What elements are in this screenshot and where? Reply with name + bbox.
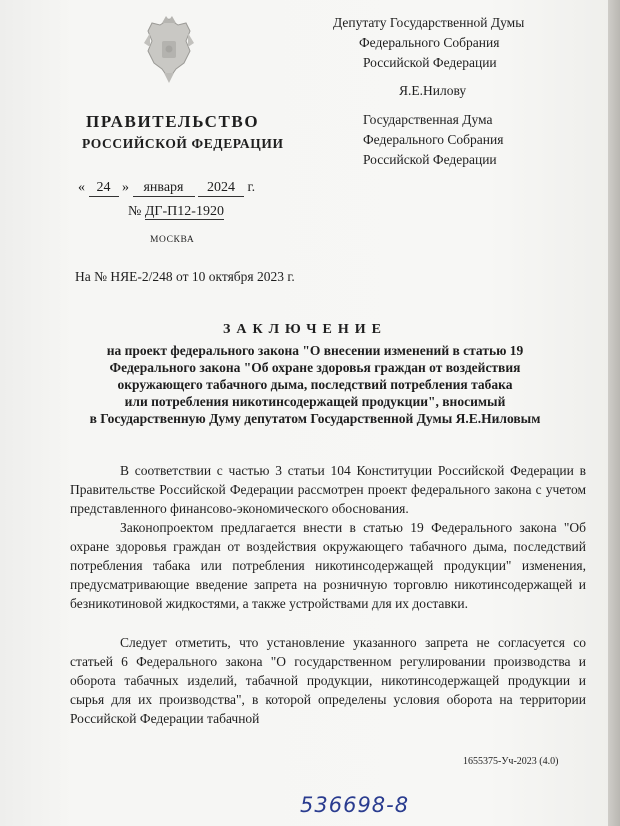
addressee-deputy-block	[333, 13, 524, 101]
footer-code: 1655375-Уч-2023 (4.0)	[463, 756, 559, 767]
document-subject	[60, 342, 570, 427]
reference-line: На № НЯЕ-2/248 от 10 октября 2023 г.	[75, 269, 295, 284]
addressee-org-line: Государственная Дума	[363, 112, 493, 127]
date-day: 24	[89, 180, 119, 197]
subject-line: окружающего табачного дыма, последствий потребления табака	[117, 377, 513, 392]
date-suffix: г.	[247, 180, 256, 195]
body-paragraph-1	[70, 461, 586, 518]
coat-of-arms-icon	[140, 13, 198, 88]
date-month: января	[133, 180, 195, 197]
document-heading: ЗАКЛЮЧЕНИЕ	[222, 322, 388, 337]
date-open-quote: «	[78, 180, 85, 195]
page-edge-shadow	[608, 0, 620, 826]
paragraph-text: В соответствии с частью 3 статьи 104 Конституции Российской Федерации в Правительстве Российской Федерации рассмотрен проект федерального закона с учетом представленного финансово-экономического обоснования.	[70, 463, 586, 516]
sender-subtitle: РОССИЙСКОЙ ФЕДЕРАЦИИ	[82, 136, 284, 151]
city-label: МОСКВА	[150, 235, 195, 245]
addressee-name: Я.Е.Нилову	[399, 83, 467, 98]
number-prefix: №	[128, 204, 142, 219]
sender-title: ПРАВИТЕЛЬСТВО	[86, 112, 260, 131]
body-paragraph-2	[70, 518, 586, 613]
paragraph-text: Следует отметить, что установление указанного запрета не согласуется со статьей 6 Федерального закона "О государственном регулировании производства и оборота табачных изделий, табачной продукции, никотинсодержащей продукции и сырья для их производства", в которой определены условия оборота на территории Российской Федерации табачной	[70, 635, 586, 726]
handwritten-number: 536698-8	[300, 793, 410, 817]
date-year: 2024	[198, 180, 244, 197]
document-number	[128, 204, 224, 220]
document-date	[78, 180, 255, 197]
paragraph-text: Законопроектом предлагается внести в статью 19 Федерального закона "Об охране здоровья граждан от воздействия окружающего табачного дыма, последствий потребления табака или потребления никотинсодержащей продукции" изменения, предусматривающие введение запрета на розничную торговлю никотинсодержащей и безникотиновой жидкостями, а также устройствами для их доставки.	[70, 520, 586, 611]
number-value: ДГ-П12-1920	[144, 204, 224, 219]
addressee-line: Российской Федерации	[363, 55, 497, 70]
addressee-line: Депутату Государственной Думы	[333, 15, 525, 30]
addressee-org-line: Российской Федерации	[363, 152, 497, 167]
date-close-quote: »	[122, 180, 129, 195]
addressee-line: Федерального Собрания	[359, 35, 500, 50]
subject-line: на проект федерального закона "О внесении изменений в статью 19	[106, 343, 524, 358]
subject-line: в Государственную Думу депутатом Государственной Думы Я.Е.Ниловым	[89, 411, 541, 426]
subject-line: Федерального закона "Об охране здоровья граждан от воздействия	[109, 360, 521, 375]
subject-line: или потребления никотинсодержащей продукции", вносимый	[124, 394, 506, 409]
addressee-duma-block	[363, 110, 503, 170]
body-paragraph-3	[70, 633, 586, 728]
addressee-org-line: Федерального Собрания	[363, 132, 504, 147]
